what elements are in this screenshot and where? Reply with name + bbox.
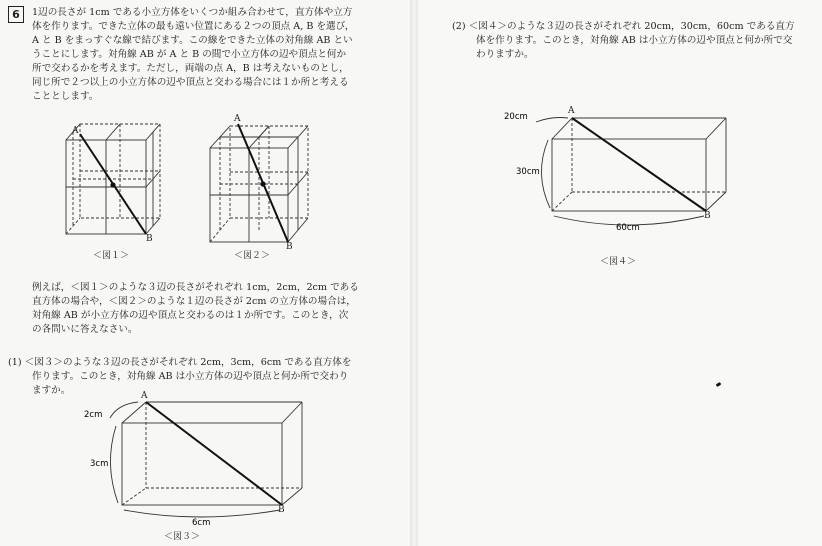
figure3-label-a: A (141, 391, 148, 401)
figure1-label-a: A (72, 126, 79, 136)
figure4-label-b: B (704, 211, 711, 221)
question2-line: (2) ＜図４＞のような３辺の長さがそれぞれ 20cm，30cm，60cm である直方 (452, 21, 795, 32)
intro-line: 1辺の長さが 1cm である小立方体をいくつか組み合わせて，直方体や立方 (32, 7, 353, 18)
figure1-label-b: B (146, 234, 153, 244)
question1-line: ますか。 (32, 385, 71, 396)
problem-number: 6 (8, 6, 24, 23)
figure3-label-b: B (278, 505, 285, 515)
figure4-label-a: A (568, 106, 575, 116)
intro-line: 体を作ります。できた立体の最も遠い位置にある２つの頂点 A, B を選び， (32, 21, 355, 32)
example-line: 例えば，＜図１＞のような３辺の長さがそれぞれ 1cm，2cm，2cm である (32, 282, 359, 293)
figure3-dim-depth: 2cm (84, 410, 103, 420)
question2-line: わりますか。 (476, 49, 534, 60)
example-line: 直方体の場合や，＜図２＞のような１辺の長さが 2cm の立方体の場合は， (32, 296, 356, 307)
figure4-dim-depth: 20cm (504, 112, 528, 122)
example-line: の各問いに答えなさい。 (32, 324, 138, 335)
example-line: 対角線 AB が小立方体の辺や頂点と交わるのは１か所です。このとき，次 (32, 310, 349, 321)
question2-line: 体を作ります。このとき，対角線 AB は小立方体の辺や頂点と何か所で交 (476, 35, 793, 46)
figure4-dim-height: 30cm (516, 167, 540, 177)
intro-line: 所で交わるかを考えます。ただし，両端の点 A，B は考えないものとし， (32, 63, 349, 74)
figure4-dim-width: 60cm (616, 223, 640, 233)
figure2-label-a: A (234, 114, 241, 124)
figure1-caption: ＜図１＞ (93, 251, 130, 261)
figure2-label-b: B (286, 242, 293, 252)
intro-line: こととします。 (32, 91, 99, 102)
intro-line: うことにします。対角線 AB が A と B の間で小立方体の辺や頂点と何か (32, 49, 347, 60)
intro-line: A と B をまっすぐな線で結びます。この線をできた立体の対角線 AB とい (32, 35, 353, 46)
figure3-dim-height: 3cm (90, 459, 109, 469)
figure3-caption: ＜図３＞ (164, 532, 201, 542)
figure4-caption: ＜図４＞ (600, 257, 637, 267)
figure2-caption: ＜図２＞ (234, 251, 271, 261)
intro-line: 同じ所で２つ以上の小立方体の辺や頂点と交わる場合には１か所と考える (32, 77, 349, 88)
figure3-dim-width: 6cm (192, 518, 211, 528)
question1-line: 作ります。このとき，対角線 AB は小立方体の辺や頂点と何か所で交わり (32, 371, 349, 382)
question1-line: (1) ＜図３＞のような３辺の長さがそれぞれ 2cm，3cm，6cm である直方体を (8, 357, 352, 368)
